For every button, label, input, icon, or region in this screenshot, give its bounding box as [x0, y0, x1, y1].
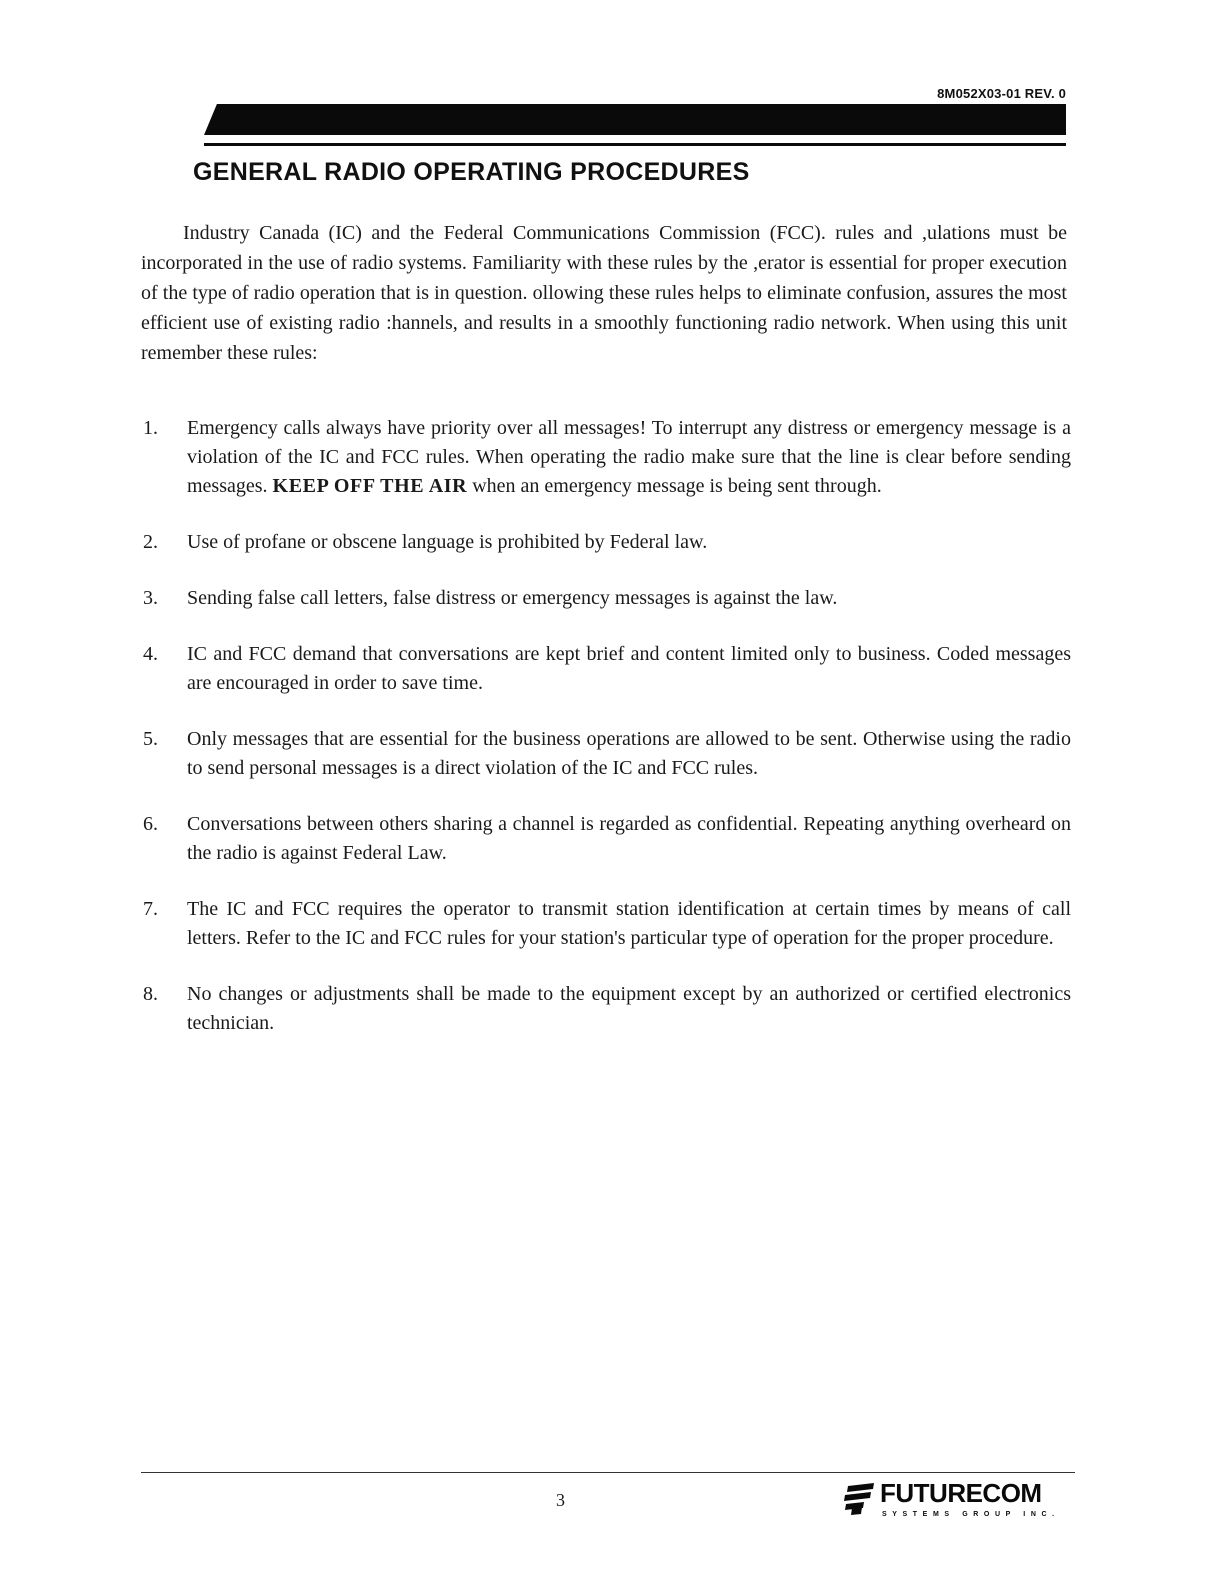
rule-item-2	[141, 528, 1071, 557]
rule-item-5	[141, 725, 1071, 783]
rule-text: Use of profane or obscene language is prohibited by Federal law.	[187, 531, 708, 553]
intro-paragraph: Industry Canada (IC) and the Federal Communications Commission (FCC). rules and ,ulations must be incorporated in the use of radio systems. Familiarity with these rules by the ,erator is essential for proper execution of the type of radio operation that is in question. ollowing these rules helps to eliminate confusion, assures the most efficient use of existing radio :hannels, and results in a smoothly functioning radio network. When using this unit remember these rules:	[141, 222, 1067, 364]
rule-text: when an emergency message is being sent through.	[467, 475, 882, 497]
rule-number: 4.	[143, 643, 158, 665]
rule-number: 3.	[143, 587, 158, 609]
rule-item-1	[141, 414, 1071, 501]
rules-list	[141, 414, 1071, 1038]
rule-number: 6.	[143, 813, 158, 835]
rule-item-8	[141, 980, 1071, 1038]
rule-text: The IC and FCC requires the operator to transmit station identification at certain times by means of call letters. Refer to the IC and FCC rules for your station's particular type of operation for the proper procedure.	[187, 898, 1071, 949]
logo-tagline: SYSTEMS GROUP INC.	[882, 1511, 1060, 1518]
logo-wordmark: FUTURECOM	[880, 1478, 1042, 1508]
page-number: 3	[556, 1490, 565, 1510]
header-bar	[204, 104, 1066, 135]
doc-number: 8M052X03-01 REV. 0	[937, 86, 1066, 101]
rule-text: Conversations between others sharing a channel is regarded as confidential. Repeating anything overheard on the radio is against Federal Law.	[187, 813, 1071, 864]
rule-number: 8.	[143, 983, 158, 1005]
header-rule	[204, 143, 1066, 146]
rule-text: Emergency calls always have priority over all messages! To interrupt any distress or emergency message is a violation of the IC and FCC rules. When operating the radio make sure that the line is clear before sending messages.	[187, 417, 1071, 497]
rule-item-4	[141, 640, 1071, 698]
rule-item-6	[141, 810, 1071, 868]
page-title: GENERAL RADIO OPERATING PROCEDURES	[193, 158, 750, 186]
rule-text: Only messages that are essential for the business operations are allowed to be sent. Otherwise using the radio to send personal messages is a direct violation of the IC and FCC rules.	[187, 728, 1071, 779]
rule-text: Sending false call letters, false distress or emergency messages is against the law.	[187, 587, 838, 609]
rule-text: IC and FCC demand that conversations are kept brief and content limited only to business. Coded messages are encouraged in order to save time.	[187, 643, 1071, 694]
rule-number: 1.	[143, 417, 158, 439]
futurecom-logo	[842, 1476, 1062, 1536]
futurecom-logo-icon	[842, 1482, 876, 1516]
rule-emphasis: KEEP OFF THE AIR	[272, 475, 468, 497]
rule-text: No changes or adjustments shall be made to the equipment except by an authorized or certified electronics technician.	[187, 983, 1071, 1034]
rule-number: 2.	[143, 531, 158, 553]
footer-rule	[141, 1472, 1075, 1473]
rule-number: 5.	[143, 728, 158, 750]
rule-item-7	[141, 895, 1071, 953]
rule-number: 7.	[143, 898, 158, 920]
rule-item-3	[141, 584, 1071, 613]
